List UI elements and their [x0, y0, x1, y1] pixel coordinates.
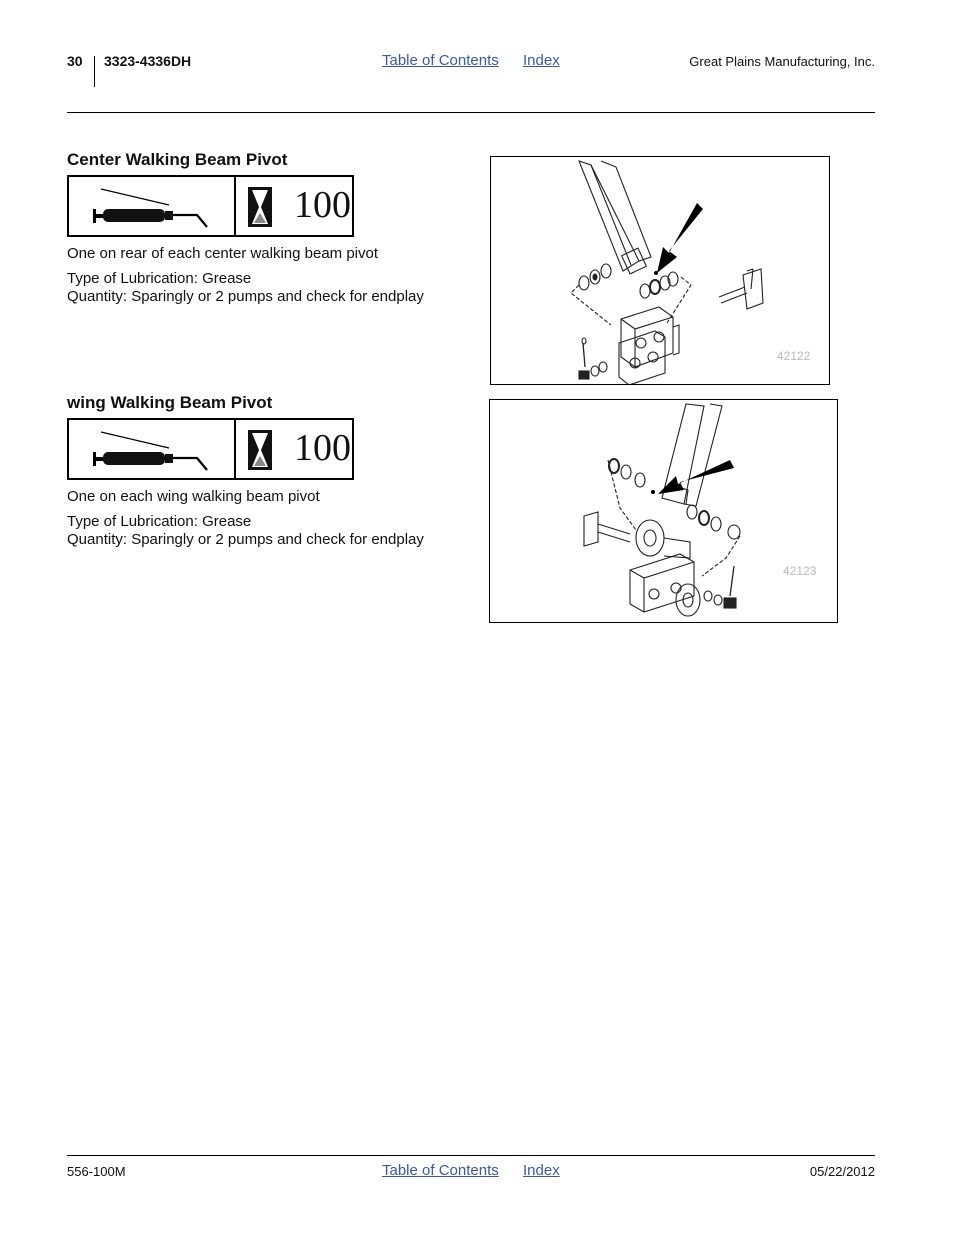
company-name: Great Plains Manufacturing, Inc.: [689, 54, 875, 69]
wing-pivot-diagram: [490, 400, 837, 622]
interval-hours: 100: [294, 427, 351, 469]
arrow-icon: [657, 203, 703, 273]
lube-quantity: Quantity: Sparingly or 2 pumps and check for endplay: [67, 531, 424, 548]
figure-number: 42123: [783, 564, 817, 578]
revision-date: 05/22/2012: [809, 1164, 875, 1179]
lube-type: Type of Lubrication: Grease: [67, 513, 252, 530]
grease-gun-icon: [89, 183, 219, 229]
page-number: 30: [67, 53, 83, 69]
arrow-icon: [658, 460, 734, 494]
lube-box-center: [67, 175, 354, 237]
grease-gun-icon: [89, 426, 219, 472]
hourglass-icon: [248, 430, 272, 470]
section-title-center: Center Walking Beam Pivot: [67, 150, 288, 169]
footer-rule: [67, 1155, 875, 1156]
header-rule: [67, 112, 875, 113]
toc-link-top[interactable]: Table of Contents: [382, 52, 499, 69]
section-title-wing: wing Walking Beam Pivot: [67, 393, 273, 412]
index-link-bottom[interactable]: Index: [523, 1162, 560, 1179]
index-link-top[interactable]: Index: [523, 52, 560, 69]
lube-location: One on each wing walking beam pivot: [67, 488, 320, 505]
model-number: 3323-4336DH: [104, 53, 192, 69]
header-divider: [94, 56, 95, 87]
hourglass-icon: [248, 187, 272, 227]
interval-hours: 100: [294, 184, 351, 226]
lube-type-cell: [69, 177, 236, 235]
interval-cell: [236, 177, 352, 235]
lube-type: Type of Lubrication: Grease: [67, 270, 252, 287]
figure-center-pivot: [490, 156, 830, 385]
figure-wing-pivot: [489, 399, 838, 623]
document-number: 556-100M: [67, 1164, 126, 1179]
toc-link-bottom[interactable]: Table of Contents: [382, 1162, 499, 1179]
lube-location: One on rear of each center walking beam pivot: [67, 245, 379, 262]
interval-cell: [236, 420, 352, 478]
lube-type-cell: [69, 420, 236, 478]
lube-quantity: Quantity: Sparingly or 2 pumps and check for endplay: [67, 288, 424, 305]
figure-number: 42122: [777, 349, 811, 363]
lube-box-wing: [67, 418, 354, 480]
